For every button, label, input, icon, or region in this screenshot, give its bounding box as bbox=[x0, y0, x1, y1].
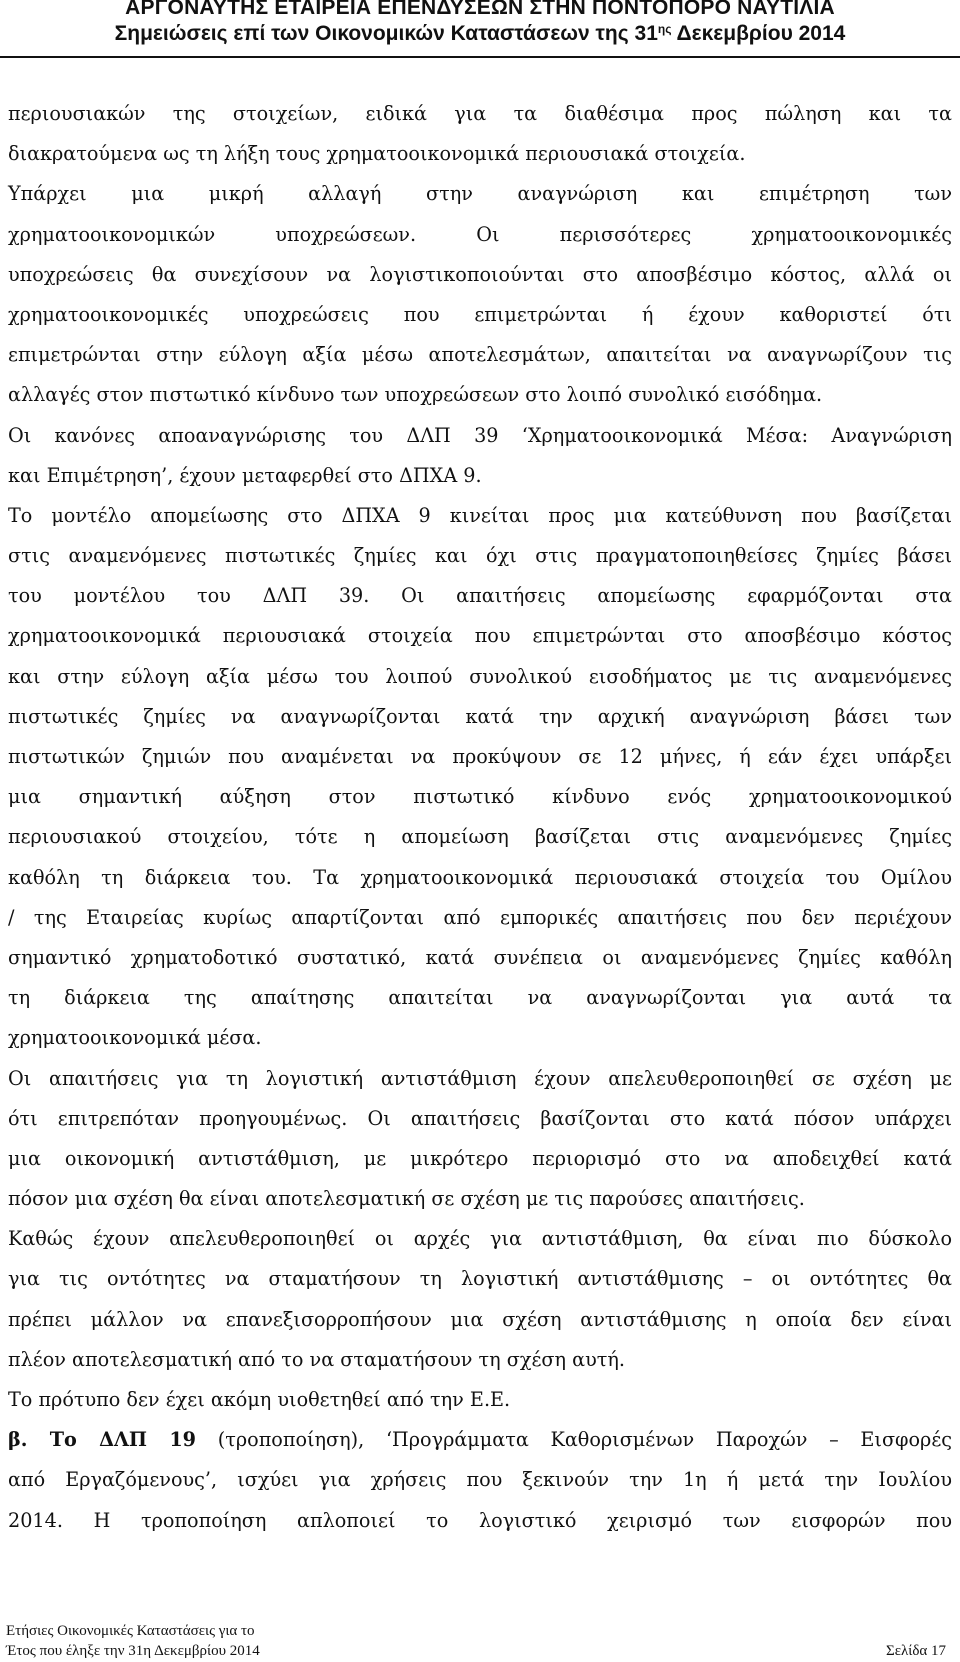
text-line: Το πρότυπο δεν έχει ακόμη υιοθετηθεί από την Ε.Ε. bbox=[8, 1388, 511, 1411]
text-line: Οι απαιτήσεις για τη λογιστική αντιστάθμιση έχουν απελευθεροποιηθεί σε σχέση με bbox=[8, 1066, 952, 1090]
text-line: πιστωτικών ζημιών που αναμένεται να προκύψουν σε 12 μήνες, ή εάν έχει υπάρξει bbox=[8, 745, 952, 768]
text-line: / της Εταιρείας κυρίως απαρτίζονται από εμπορικές απαιτήσεις που δεν περιέχουν bbox=[8, 905, 952, 929]
text-line: πιστωτικές ζημίες να αναγνωρίζονται κατά την αρχική αναγνώριση βάσει των bbox=[8, 704, 952, 728]
section-b-heading-line bbox=[8, 1420, 952, 1460]
text-line: από Εργαζόμενους’, ισχύει για χρήσεις που ξεκινούν την 1η ή μετά την Ιουλίου bbox=[8, 1468, 952, 1492]
text-line: μια σημαντική αύξηση στον πιστωτικό κίνδυνο ενός χρηματοοικονομικού bbox=[8, 785, 952, 809]
text-line: χρηματοοικονομικά περιουσιακά στοιχεία που επιμετρώνται στο αποσβέσιμο κόστος bbox=[8, 624, 952, 648]
text-line: χρηματοοικονομικών υποχρεώσεων. Οι περισσότερες χρηματοοικονομικές bbox=[8, 222, 952, 246]
text-line: του μοντέλου του ΔΛΠ 39. Οι απαιτήσεις απομείωσης εφαρμόζονται στα bbox=[8, 584, 952, 608]
text-line: τη διάρκεια της απαίτησης απαιτείται να αναγνωρίζονται για αυτά τα bbox=[8, 986, 952, 1010]
company-title: ΑΡΓΟΝΑΥΤΗΣ ΕΤΑΙΡΕΙΑ ΕΠΕΝΔΥΣΕΩΝ ΣΤΗΝ ΠΟΝΤΟΠΟΡΟ ΝΑΥΤΙΛΙΑ bbox=[125, 0, 835, 19]
body-text bbox=[8, 94, 952, 1541]
text-line: υποχρεώσεις θα συνεχίσουν να λογιστικοποιούνται στο αποσβέσιμο κόστος, αλλά οι bbox=[8, 262, 952, 286]
footer-line-2 bbox=[6, 1640, 946, 1662]
text-line: περιουσιακού στοιχείου, τότε η απομείωση βασίζεται στις αναμενόμενες ζημίες bbox=[8, 825, 952, 849]
text-line: και Επιμέτρηση’, έχουν μεταφερθεί στο ΔΠΧΑ 9. bbox=[8, 463, 482, 487]
text-line: αλλαγές στον πιστωτικό κίνδυνο των υποχρεώσεων στο λοιπό συνολικό εισόδημα. bbox=[8, 383, 823, 407]
subtitle-superscript: ης bbox=[657, 22, 672, 36]
page-number: Σελίδα 17 bbox=[885, 1643, 946, 1659]
text-line: Υπάρχει μια μικρή αλλαγή στην αναγνώριση και επιμέτρηση των bbox=[8, 182, 952, 206]
text-line: μια οικονομική αντιστάθμιση, με μικρότερο περιορισμό στο να αποδειχθεί κατά bbox=[8, 1146, 952, 1170]
text-line: Το μοντέλο απομείωσης στο ΔΠΧΑ 9 κινείται προς μια κατεύθυνση που βασίζεται bbox=[8, 503, 952, 527]
text-line: Οι κανόνες αποαναγνώρισης του ΔΛΠ 39 ‘Χρηματοοικονομικά Μέσα: Αναγνώριση bbox=[8, 423, 952, 447]
text-line: 2014. Η τροποποίηση απλοποιεί το λογιστικό χειρισμό των εισφορών που bbox=[8, 1508, 952, 1532]
text-line: ότι επιτρεπόταν προηγουμένως. Οι απαιτήσεις βασίζονται στο κατά πόσον υπάρχει bbox=[8, 1106, 952, 1130]
notes-subtitle bbox=[0, 22, 960, 46]
text-line: σημαντικό χρηματοδοτικό συστατικό, κατά συνέπεια οι αναμενόμενες ζημίες καθόλη bbox=[8, 945, 952, 969]
text-line: και στην εύλογη αξία μέσω του λοιπού συνολικού εισοδήματος με τις αναμενόμενες bbox=[8, 664, 952, 688]
footer-line-1: Ετήσιες Οικονομικές Καταστάσεις για το bbox=[6, 1623, 255, 1639]
subtitle-date: Δεκεμβρίου 2014 bbox=[671, 22, 846, 45]
text-line: για τις οντότητες να σταματήσουν τη λογιστική αντιστάθμισης – οι οντότητες θα bbox=[8, 1267, 952, 1291]
text-line: Καθώς έχουν απελευθεροποιηθεί οι αρχές για αντιστάθμιση, θα είναι πιο δύσκολο bbox=[8, 1227, 952, 1251]
text-line: χρηματοοικονομικές υποχρεώσεις που επιμετρώνται ή έχουν καθοριστεί ότι bbox=[8, 302, 952, 326]
section-b-label: β. Το ΔΛΠ 19 bbox=[8, 1428, 197, 1452]
text-line: διακρατούμενα ως τη λήξη τους χρηματοοικονομικά περιουσιακά στοιχεία. bbox=[8, 142, 746, 166]
text-line: πλέον αποτελεσματική από το να σταματήσουν τη σχέση αυτή. bbox=[8, 1347, 625, 1371]
footer-period: Έτος που έληξε την 31η Δεκεμβρίου 2014 bbox=[6, 1643, 260, 1659]
subtitle-text: Σημειώσεις επί των Οικονομικών Καταστάσεων της 31 bbox=[114, 22, 658, 45]
text-line: επιμετρώνται στην εύλογη αξία μέσω αποτελεσμάτων, απαιτείται να αναγνωρίζουν τις bbox=[8, 343, 952, 367]
header-divider bbox=[0, 56, 960, 58]
text-line: περιουσιακών της στοιχείων, ειδικά για τα διαθέσιμα προς πώληση και τα bbox=[8, 102, 952, 125]
text-line: στις αναμενόμενες πιστωτικές ζημίες και όχι στις πραγματοποιηθείσες ζημίες βάσει bbox=[8, 544, 952, 568]
text-line: χρηματοοικονομικά μέσα. bbox=[8, 1026, 262, 1050]
text-line: πρέπει μάλλον να επανεξισορροπήσουν μια σχέση αντιστάθμισης η οποία δεν είναι bbox=[8, 1307, 952, 1331]
text-line: καθόλη τη διάρκεια του. Τα χρηματοοικονομικά περιουσιακά στοιχεία του Ομίλου bbox=[8, 865, 952, 889]
text-line: πόσον μια σχέση θα είναι αποτελεσματική σε σχέση με τις παρούσες απαιτήσεις. bbox=[8, 1187, 805, 1211]
section-b-text: (τροποποίηση), ‘Προγράμματα Καθορισμένων Παροχών – Εισφορές bbox=[196, 1428, 953, 1452]
